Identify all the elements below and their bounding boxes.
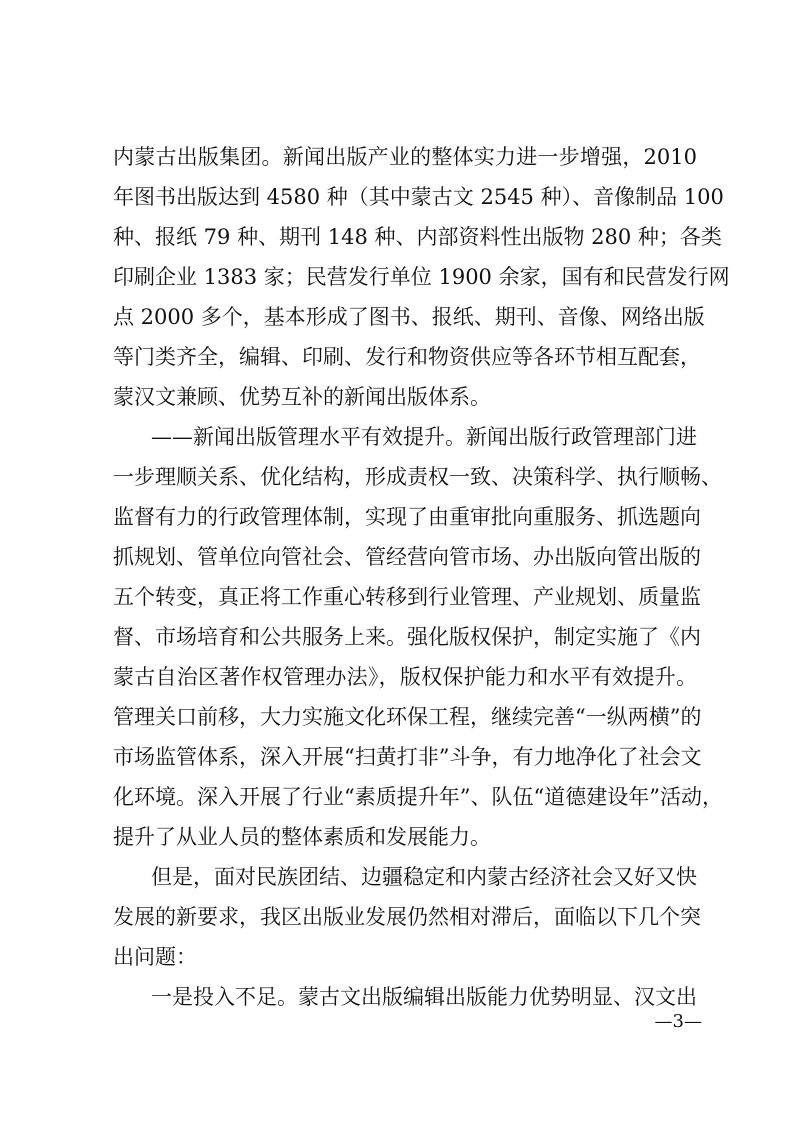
text-line: 管理关口前移，大力实施文化环保工程，继续完善“一纵两横”的 [113, 705, 702, 729]
text-line: 化环境。深入开展了行业“素质提升年”、队伍“道德建设年”活动， [113, 785, 723, 809]
page-number: —3— [654, 1011, 702, 1032]
text-line: 五个转变，真正将工作重心转移到行业管理、产业规划、质量监 [113, 585, 701, 609]
text-line: 出问题： [113, 945, 197, 969]
text-line: 一步理顺关系、优化结构，形成责权一致、决策科学、执行顺畅、 [113, 465, 722, 489]
text-line: 内蒙古出版集团。新闻出版产业的整体实力进一步增强，2010 [113, 145, 697, 169]
text-line: 但是，面对民族团结、边疆稳定和内蒙古经济社会又好又快 [151, 865, 697, 889]
text-line: 点 2000 多个，基本形成了图书、报纸、期刊、音像、网络出版 [113, 305, 705, 329]
text-line: 蒙古自治区著作权管理办法》，版权保护能力和水平有效提升。 [113, 665, 697, 689]
text-line: 蒙汉文兼顾、优势互补的新闻出版体系。 [113, 385, 491, 409]
text-line: 年图书出版达到 4580 种（其中蒙古文 2545 种）、音像制品 100 [113, 185, 724, 209]
text-line: 抓规划、管单位向管社会、管经营向管市场、办出版向管出版的 [113, 545, 701, 569]
text-line: 印刷企业 1383 家；民营发行单位 1900 余家，国有和民营发行网 [113, 265, 730, 289]
text-line: 督、市场培育和公共服务上来。强化版权保护，制定实施了《内 [113, 625, 701, 649]
text-line: 发展的新要求，我区出版业发展仍然相对滞后，面临以下几个突 [113, 905, 701, 929]
text-line: 种、报纸 79 种、期刊 148 种、内部资料性出版物 280 种；各类 [113, 225, 722, 249]
text-line: 监督有力的行政管理体制，实现了由重审批向重服务、抓选题向 [113, 505, 701, 529]
text-line: 提升了从业人员的整体素质和发展能力。 [113, 825, 491, 849]
text-line: 一是投入不足。蒙古文出版编辑出版能力优势明显、汉文出 [151, 985, 697, 1009]
text-line: 市场监管体系，深入开展“扫黄打非”斗争，有力地净化了社会文 [113, 745, 702, 769]
text-line: 等门类齐全，编辑、印刷、发行和物资供应等各环节相互配套， [113, 345, 701, 369]
text-line: ——新闻出版管理水平有效提升。新闻出版行政管理部门进 [151, 425, 697, 449]
